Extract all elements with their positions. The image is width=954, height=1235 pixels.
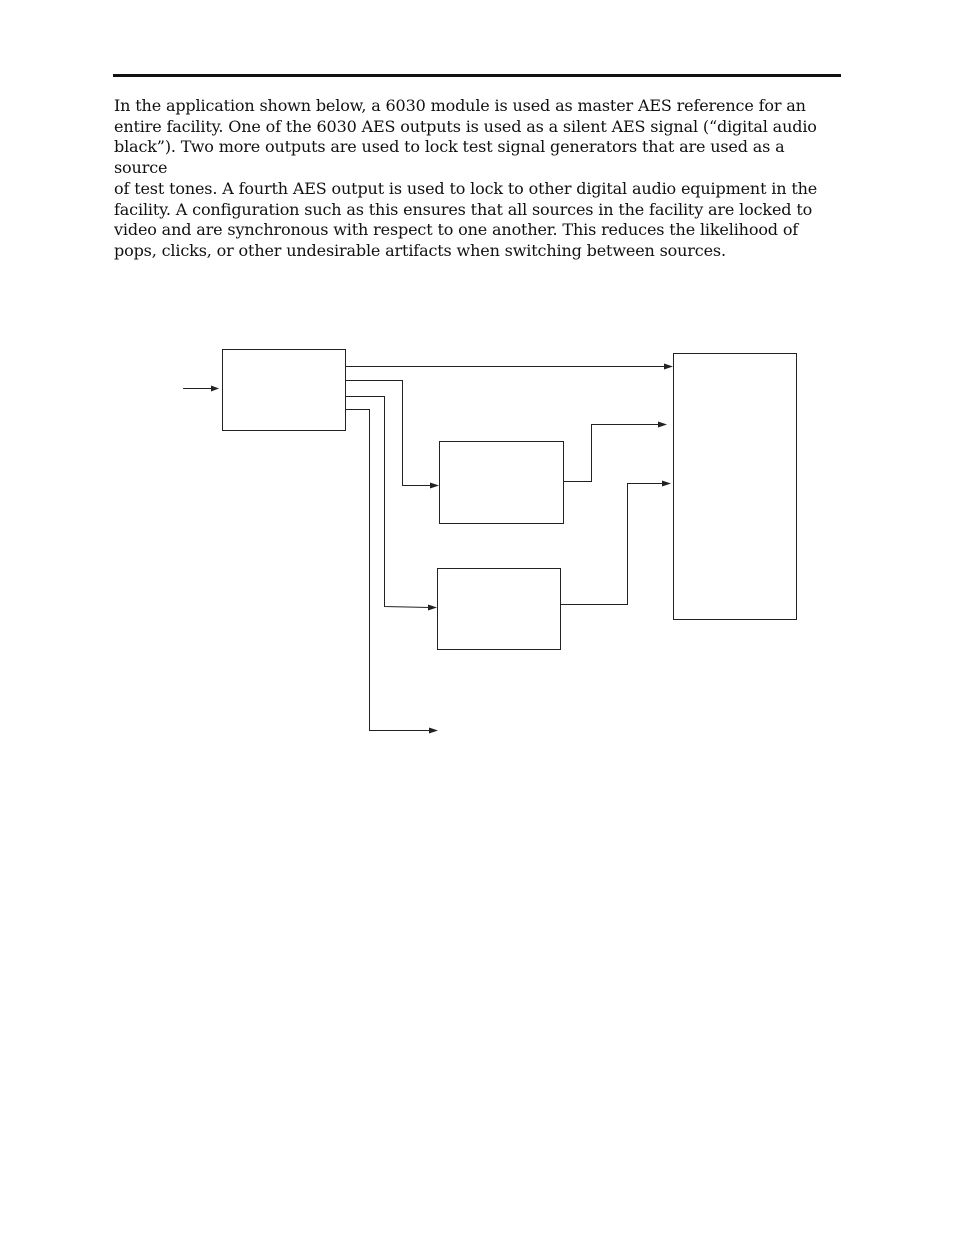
test-generator-2-box bbox=[438, 569, 561, 650]
paragraph-line: pops, clicks, or other undesirable artifacts when switching between sources. bbox=[114, 240, 726, 260]
generator-2-output-arrowhead bbox=[662, 481, 671, 487]
test-generator-1-box bbox=[440, 442, 564, 524]
reference-input-arrowhead bbox=[211, 386, 219, 392]
paragraph-line: of test tones. A fourth AES output is used to lock to other digital audio equipment in the bbox=[114, 178, 818, 198]
lock-output-3-line bbox=[346, 410, 432, 731]
paragraph-line: facility. A configuration such as this ensures that all sources in the facility are locked to bbox=[114, 199, 813, 219]
lock-output-2-line bbox=[346, 397, 431, 608]
paragraph-line: entire facility. One of the 6030 AES outputs is used as a silent AES signal (“digital audio bbox=[114, 116, 817, 136]
lock-output-3-arrowhead bbox=[429, 728, 438, 734]
master-6030-module-box bbox=[223, 350, 346, 431]
silent-aes-arrowhead bbox=[664, 364, 673, 370]
generator-1-output-arrowhead bbox=[658, 422, 667, 428]
paragraph-line: In the application shown below, a 6030 module is used as master AES reference for an bbox=[114, 96, 806, 115]
paragraph-line: video and are synchronous with respect to one another. This reduces the likelihood of bbox=[114, 220, 799, 240]
destination-router-box bbox=[674, 354, 797, 620]
lock-output-1-arrowhead bbox=[430, 483, 439, 489]
generator-2-output-line bbox=[561, 484, 665, 605]
paragraph-line: black”). Two more outputs are used to lock test signal generators that are used as a source bbox=[114, 137, 785, 178]
lock-output-2-arrowhead bbox=[428, 605, 437, 611]
generator-1-output-line bbox=[564, 425, 661, 482]
